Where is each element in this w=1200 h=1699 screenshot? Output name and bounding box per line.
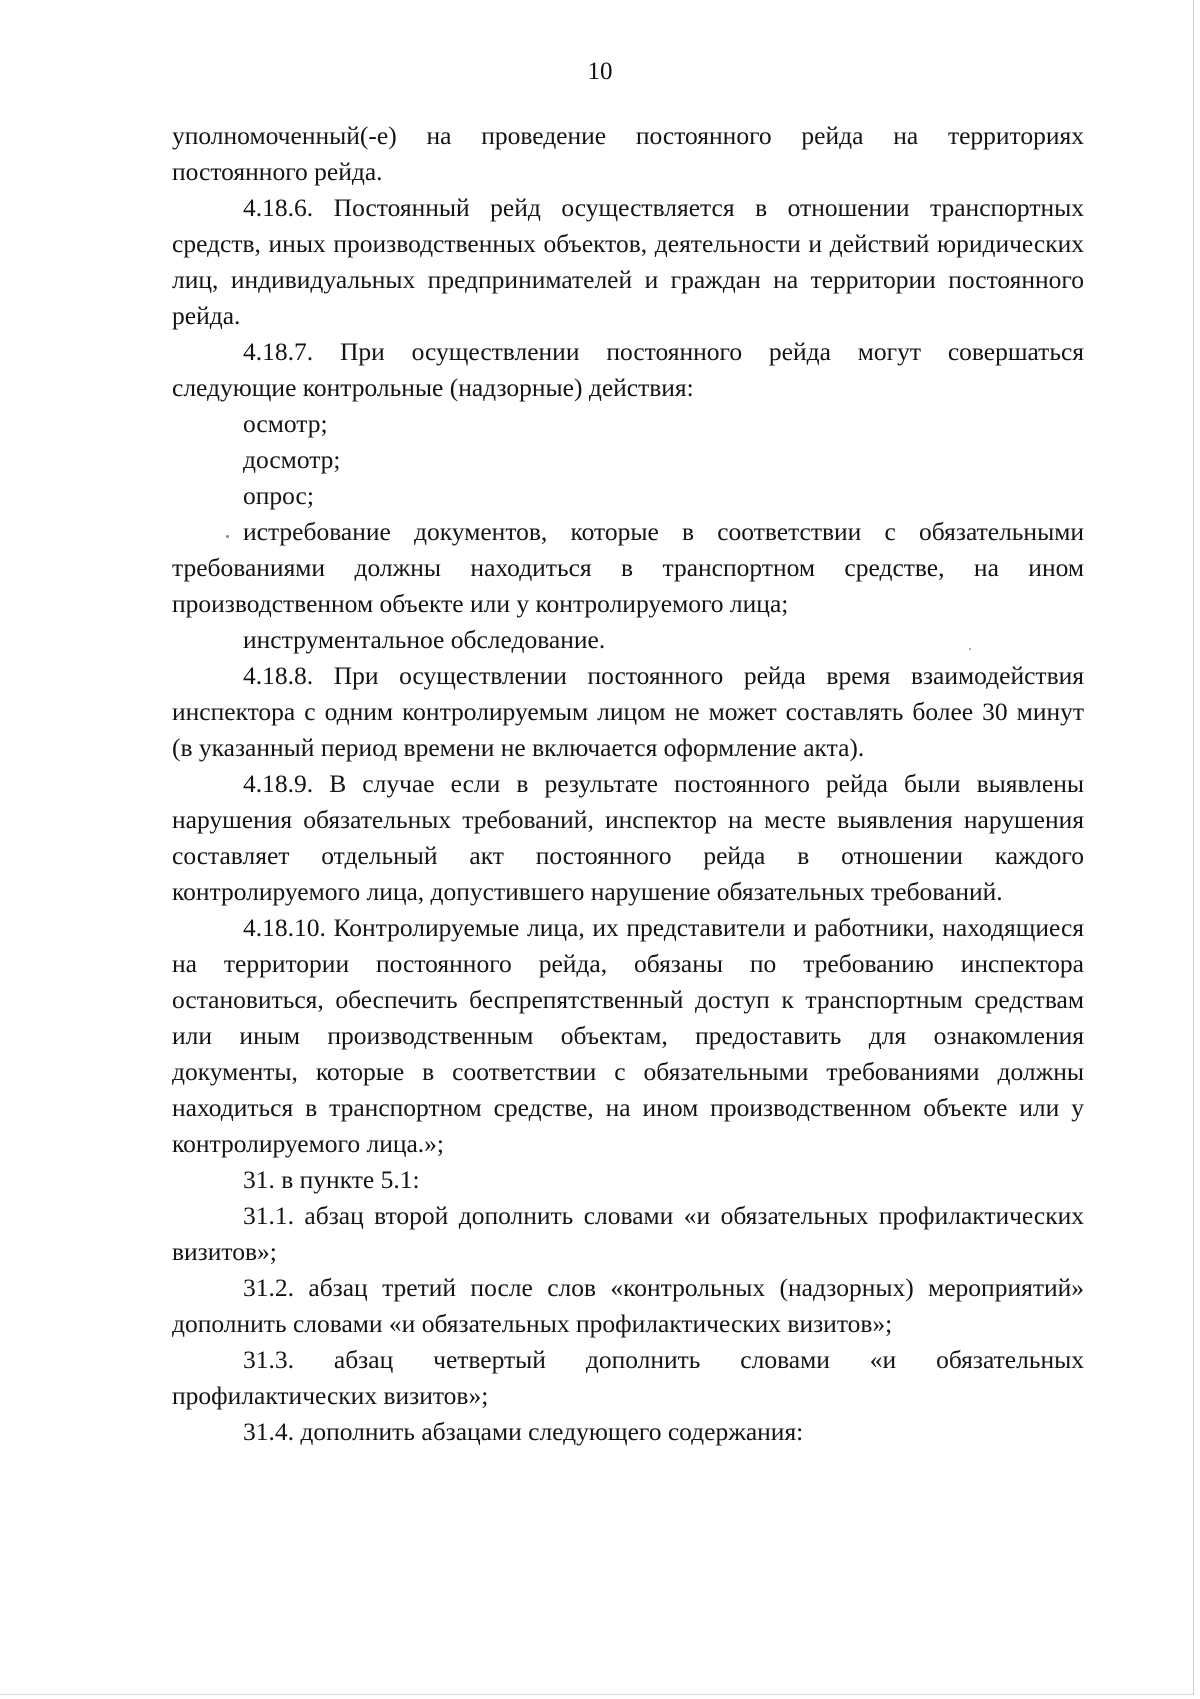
list-item-instrumental-examination: инструментальное обследование. — [243, 625, 606, 654]
paragraph-31-2: 31.2. абзац третий после слов «контрольных (надзорных) мероприятий» дополнить словами «и обязательных профилактических визитов»; — [172, 1273, 1084, 1338]
paragraph-31-1: 31.1. абзац второй дополнить словами «и обязательных профилактических визитов»; — [172, 1201, 1084, 1266]
document-body — [172, 118, 1084, 1450]
scan-speck — [969, 648, 971, 650]
paragraph-31-3: 31.3. абзац четвертый дополнить словами «и обязательных профилактических визитов»; — [172, 1345, 1084, 1410]
list-item-survey: опрос; — [243, 481, 314, 510]
list-item-document-request: истребование документов, которые в соответствии с обязательными требованиями должны находиться в транспортном средстве, на ином производственном объекте или у контролируемого лица; — [172, 517, 1084, 618]
paragraph-31: 31. в пункте 5.1: — [243, 1165, 420, 1194]
paragraph-4-18-10: 4.18.10. Контролируемые лица, их представители и работники, находящиеся на территории постоянного рейда, обязаны по требованию инспектора остановиться, обеспечить беспрепятственный доступ к транспортным средствам или иным производственным объектам, предоставить для ознакомления документы, которые в соответствии с обязательными требованиями должны находиться в транспортном средстве, на ином производственном объекте или у контролируемого лица.»; — [172, 913, 1084, 1158]
paragraph-4-18-7: 4.18.7. При осуществлении постоянного рейда могут совершаться следующие контрольные (надзорные) действия: — [172, 337, 1084, 402]
paragraph-4-18-6: 4.18.6. Постоянный рейд осуществляется в отношении транспортных средств, иных производственных объектов, деятельности и действий юридических лиц, индивидуальных предпринимателей и граждан на территории постоянного рейда. — [172, 193, 1084, 330]
paragraph-4-18-8: 4.18.8. При осуществлении постоянного рейда время взаимодействия инспектора с одним контролируемым лицом не может составлять более 30 минут (в указанный период времени не включается оформление акта). — [172, 661, 1084, 762]
paragraph-4-18-9: 4.18.9. В случае если в результате постоянного рейда были выявлены нарушения обязательных требований, инспектор на месте выявления нарушения составляет отдельный акт постоянного рейда в отношении каждого контролируемого лица, допустившего нарушение обязательных требований. — [172, 769, 1084, 906]
paragraph-31-4: 31.4. дополнить абзацами следующего содержания: — [243, 1417, 804, 1446]
paragraph-continuation: уполномоченный(-е) на проведение постоянного рейда на территориях постоянного рейда. — [172, 121, 1084, 186]
page-number: 10 — [587, 58, 613, 85]
list-item-search: досмотр; — [243, 445, 341, 474]
list-item-inspection: осмотр; — [243, 409, 328, 438]
scan-speck — [226, 535, 229, 538]
